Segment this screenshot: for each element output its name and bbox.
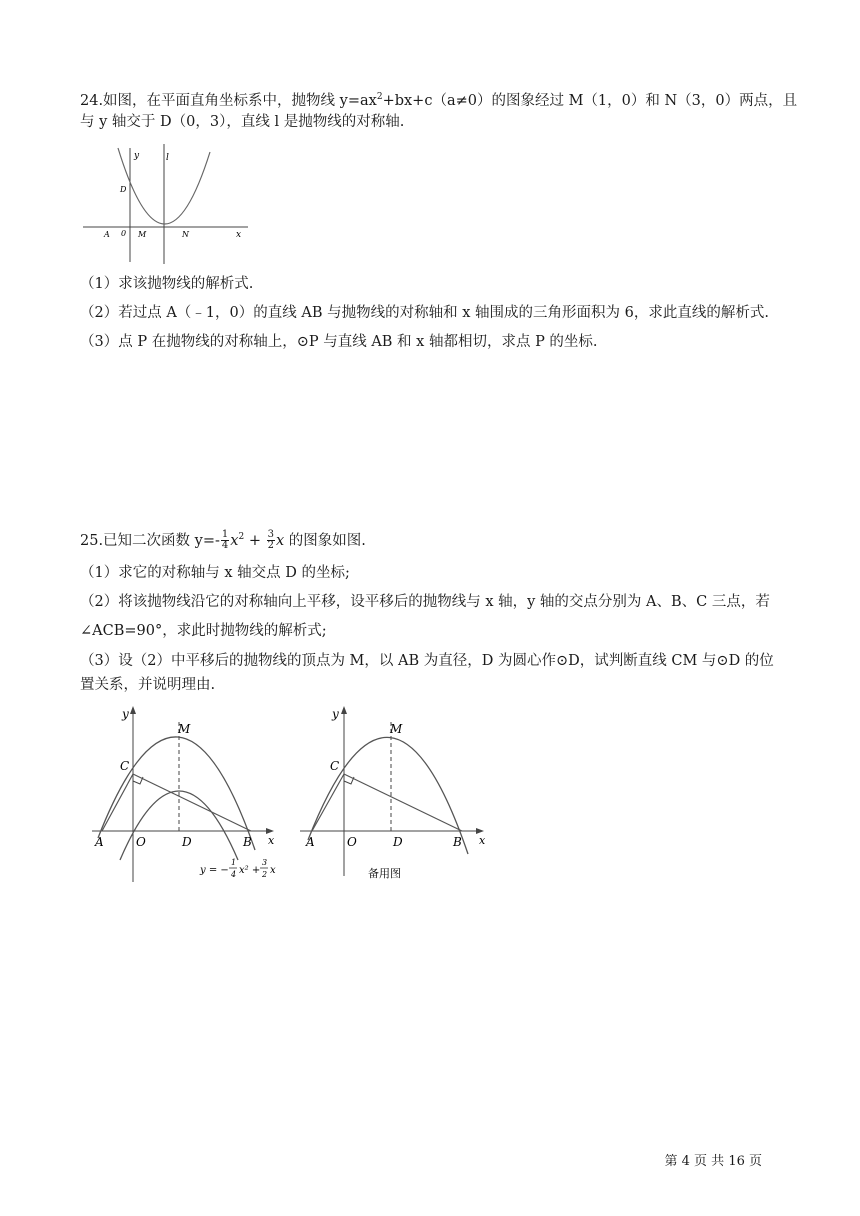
q25-f1-equation — [199, 858, 276, 879]
svg-text:x: x — [270, 865, 276, 876]
q24-label-y: y — [134, 151, 140, 161]
q25-f1-label-x: x — [268, 834, 275, 847]
svg-text:1: 1 — [231, 858, 237, 867]
q25-stem: 25.已知二次函数 y=- $\frac{1}{4}$ $x^2$ + $\frac{3}{2}$ x 的图象如图. — [80, 529, 366, 552]
q25-f1-label-y: y — [122, 707, 129, 721]
page-footer: 第 4 页 共 16 页 — [664, 1154, 762, 1169]
q25-f1-label-M: M — [178, 722, 191, 736]
svg-text:x² +: x² + — [239, 865, 261, 876]
svg-text:2: 2 — [262, 870, 268, 879]
q24-part2: （2）若过点 A（﹣1，0）的直线 AB 与抛物线的对称轴和 x 轴围成的三角形面积为 6，求此直线的解析式. — [80, 305, 769, 321]
q25-part3-line1: （3）设（2）中平移后的抛物线的顶点为 M，以 AB 为直径，D 为圆心作⊙D，试判断直线 CM 与⊙D 的位 — [80, 653, 774, 669]
q25-part2-line2: ∠ACB=90°，求此时抛物线的解析式; — [80, 623, 327, 639]
q25-f1-label-D: D — [182, 835, 192, 849]
q24-part3: （3）点 P 在抛物线的对称轴上，⊙P 与直线 AB 和 x 轴都相切，求点 P 的坐标. — [80, 334, 598, 350]
q25-f1-label-B: B — [243, 835, 252, 849]
q24-label-A: A — [104, 230, 110, 239]
q24-label-D: D — [120, 185, 127, 194]
q25-part3-line2: 置关系，并说明理由. — [80, 677, 216, 693]
q25-f2-label-C: C — [330, 759, 340, 773]
q24-label-x: x — [236, 230, 242, 240]
q25-figure-2 — [296, 700, 496, 890]
q25-f2-label-M: M — [390, 722, 403, 736]
q24-label-M: M — [138, 230, 147, 239]
q24-stem-line1: 24.如图，在平面直角坐标系中，抛物线 $y=ax^2+bx+c(a\ne 0)$的图象经过 M（1，0）和 N（3，0）两点，且 — [80, 92, 798, 109]
q25-figure-1 — [88, 700, 288, 890]
svg-text:y = −: y = − — [200, 865, 229, 876]
svg-text:4: 4 — [231, 870, 237, 879]
q25-f2-label-A: A — [306, 835, 315, 849]
svg-text:3: 3 — [262, 858, 268, 867]
q25-f2-label-x: x — [479, 834, 486, 847]
q25-part2-line1: （2）将该抛物线沿它的对称轴向上平移，设平移后的抛物线与 x 轴，y 轴的交点分别为 A、B、C 三点，若 — [80, 594, 770, 610]
q25-f2-label-D: D — [393, 835, 403, 849]
q25-f2-label-y: y — [332, 707, 339, 721]
q25-f2-label-O: O — [347, 835, 357, 849]
q25-f1-label-A: A — [95, 835, 104, 849]
q25-f1-label-C: C — [120, 759, 130, 773]
q25-f1-label-O: O — [136, 835, 146, 849]
q24-part1: （1）求该抛物线的解析式. — [80, 276, 254, 292]
q25-part1: （1）求它的对称轴与 x 轴交点 D 的坐标; — [80, 565, 350, 581]
q24-figure — [80, 140, 255, 268]
q24-label-O: 0 — [121, 229, 127, 238]
q24-label-N: N — [182, 230, 189, 239]
q25-f2-label-B: B — [453, 835, 462, 849]
q24-stem-line2: 与 y 轴交于 D（0，3），直线 l 是抛物线的对称轴. — [80, 114, 405, 130]
q25-f2-caption: 备用图 — [368, 867, 401, 880]
q24-label-l: l — [166, 153, 169, 163]
